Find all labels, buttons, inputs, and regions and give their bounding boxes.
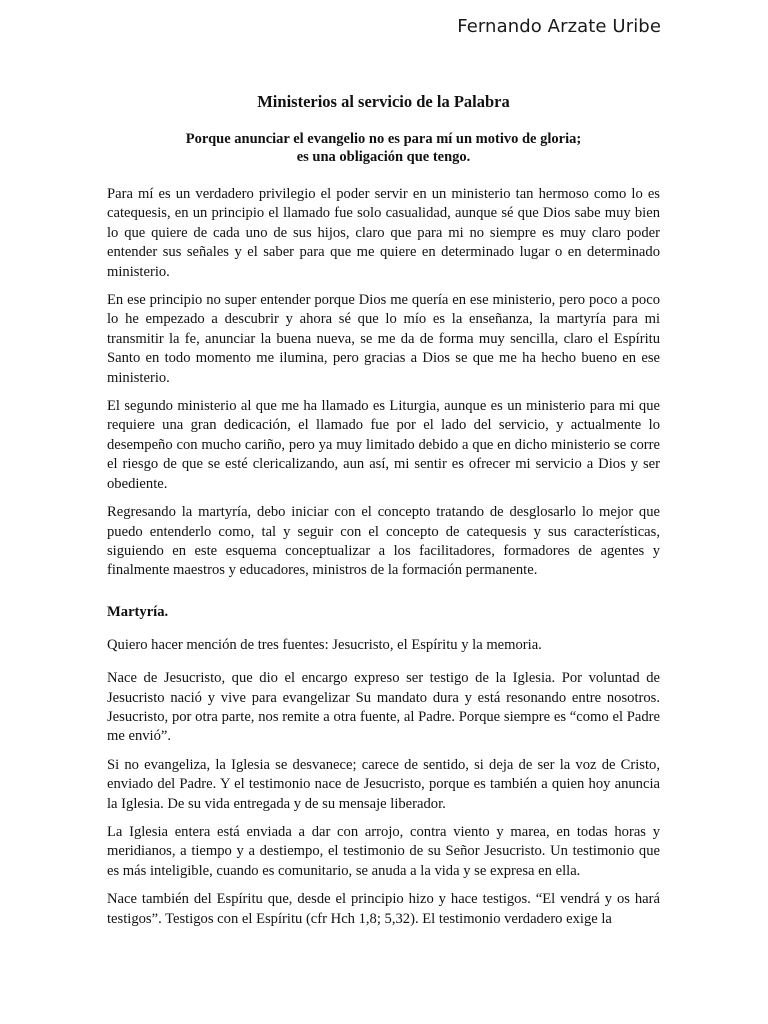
subtitle-line-2: es una obligación que tengo. [296, 149, 471, 165]
author-header: Fernando Arzate Uribe [457, 16, 661, 37]
document-title: Ministerios al servicio de la Palabra [257, 92, 510, 111]
document-body [107, 92, 660, 937]
paragraph-1: Para mí es un verdadero privilegio el poder servir en un ministerio tan hermoso como lo es catequesis, en un principio el llamado fue solo casualidad, aunque sé que Dios sabe muy bien lo que quiere de cada uno de sus hijos, claro que para mi no siempre es muy claro poder entender sus señales y el saber para que me quiere en determinado lugar o en determinado ministerio. [107, 186, 660, 280]
paragraph-3: El segundo ministerio al que me ha llamado es Liturgia, aunque es un ministerio para mi que requiere una gran dedicación, el llamado fue por el lado del servicio, y actualmente lo desempeño con mucho cariño, pero ya muy limitado debido a que en dicho ministerio se corre el riesgo de que se esté clericalizando, aun así, mi sentir es ofrecer mi servicio a Dios y ser obediente. [107, 398, 660, 492]
subtitle-line-1: Porque anunciar el evangelio no es para mí un motivo de gloria; [185, 131, 582, 147]
section-paragraph-3: Si no evangeliza, la Iglesia se desvanece; carece de sentido, si deja de ser la voz de Cristo, enviado del Padre. Y el testimonio nace de Jesucristo, porque es también a quien hoy anuncia la Iglesia. De su vida entregada y de su mensaje liberador. [107, 756, 660, 812]
paragraph-2: En ese principio no super entender porque Dios me quería en ese ministerio, pero poco a poco lo he empezado a descubrir y ahora sé que lo mío es la enseñanza, la martyría para mi transmitir la fe, anunciar la buena nueva, se me da de forma muy sencilla, claro el Espíritu Santo en todo momento me ilumina, pero gracias a Dios se que me ha hecho bueno en ese ministerio. [107, 292, 660, 386]
section-paragraph-4: La Iglesia entera está enviada a dar con arrojo, contra viento y marea, en todas horas y meridianos, a tiempo y a destiempo, el testimonio de su Señor Jesucristo. Un testimonio que es más inteligible, cuando es comunitario, se anuda a la vida y se expresa en ella. [107, 823, 660, 879]
section-paragraph-5: Nace también del Espíritu que, desde el principio hizo y hace testigos. “El vendrá y os hará testigos”. Testigos con el Espíritu (cfr Hch 1,8; 5,32). El testimonio verdadero exige la [107, 891, 660, 927]
section-heading-martyria: Martyría. [107, 603, 169, 620]
paragraph-4: Regresando la martyría, debo iniciar con el concepto tratando de desglosarlo lo mejor que puedo entenderlo como, tal y seguir con el concepto de catequesis y sus características, siguiendo en este esquema conceptualizar a los facilitadores, formadores de agentes y finalmente maestros y educadores, ministros de la formación permanente. [107, 504, 660, 579]
document-subtitle [107, 130, 660, 166]
section-paragraph-2: Nace de Jesucristo, que dio el encargo expreso ser testigo de la Iglesia. Por voluntad de Jesucristo nació y vive para evangelizar Su mandato dura y está resonando entre nosotros. Jesucristo, por otra parte, nos remite a otra fuente, al Padre. Porque siempre es “como el Padre me envió”. [107, 670, 660, 745]
section-paragraph-1: Quiero hacer mención de tres fuentes: Jesucristo, el Espíritu y la memoria. [107, 636, 542, 653]
